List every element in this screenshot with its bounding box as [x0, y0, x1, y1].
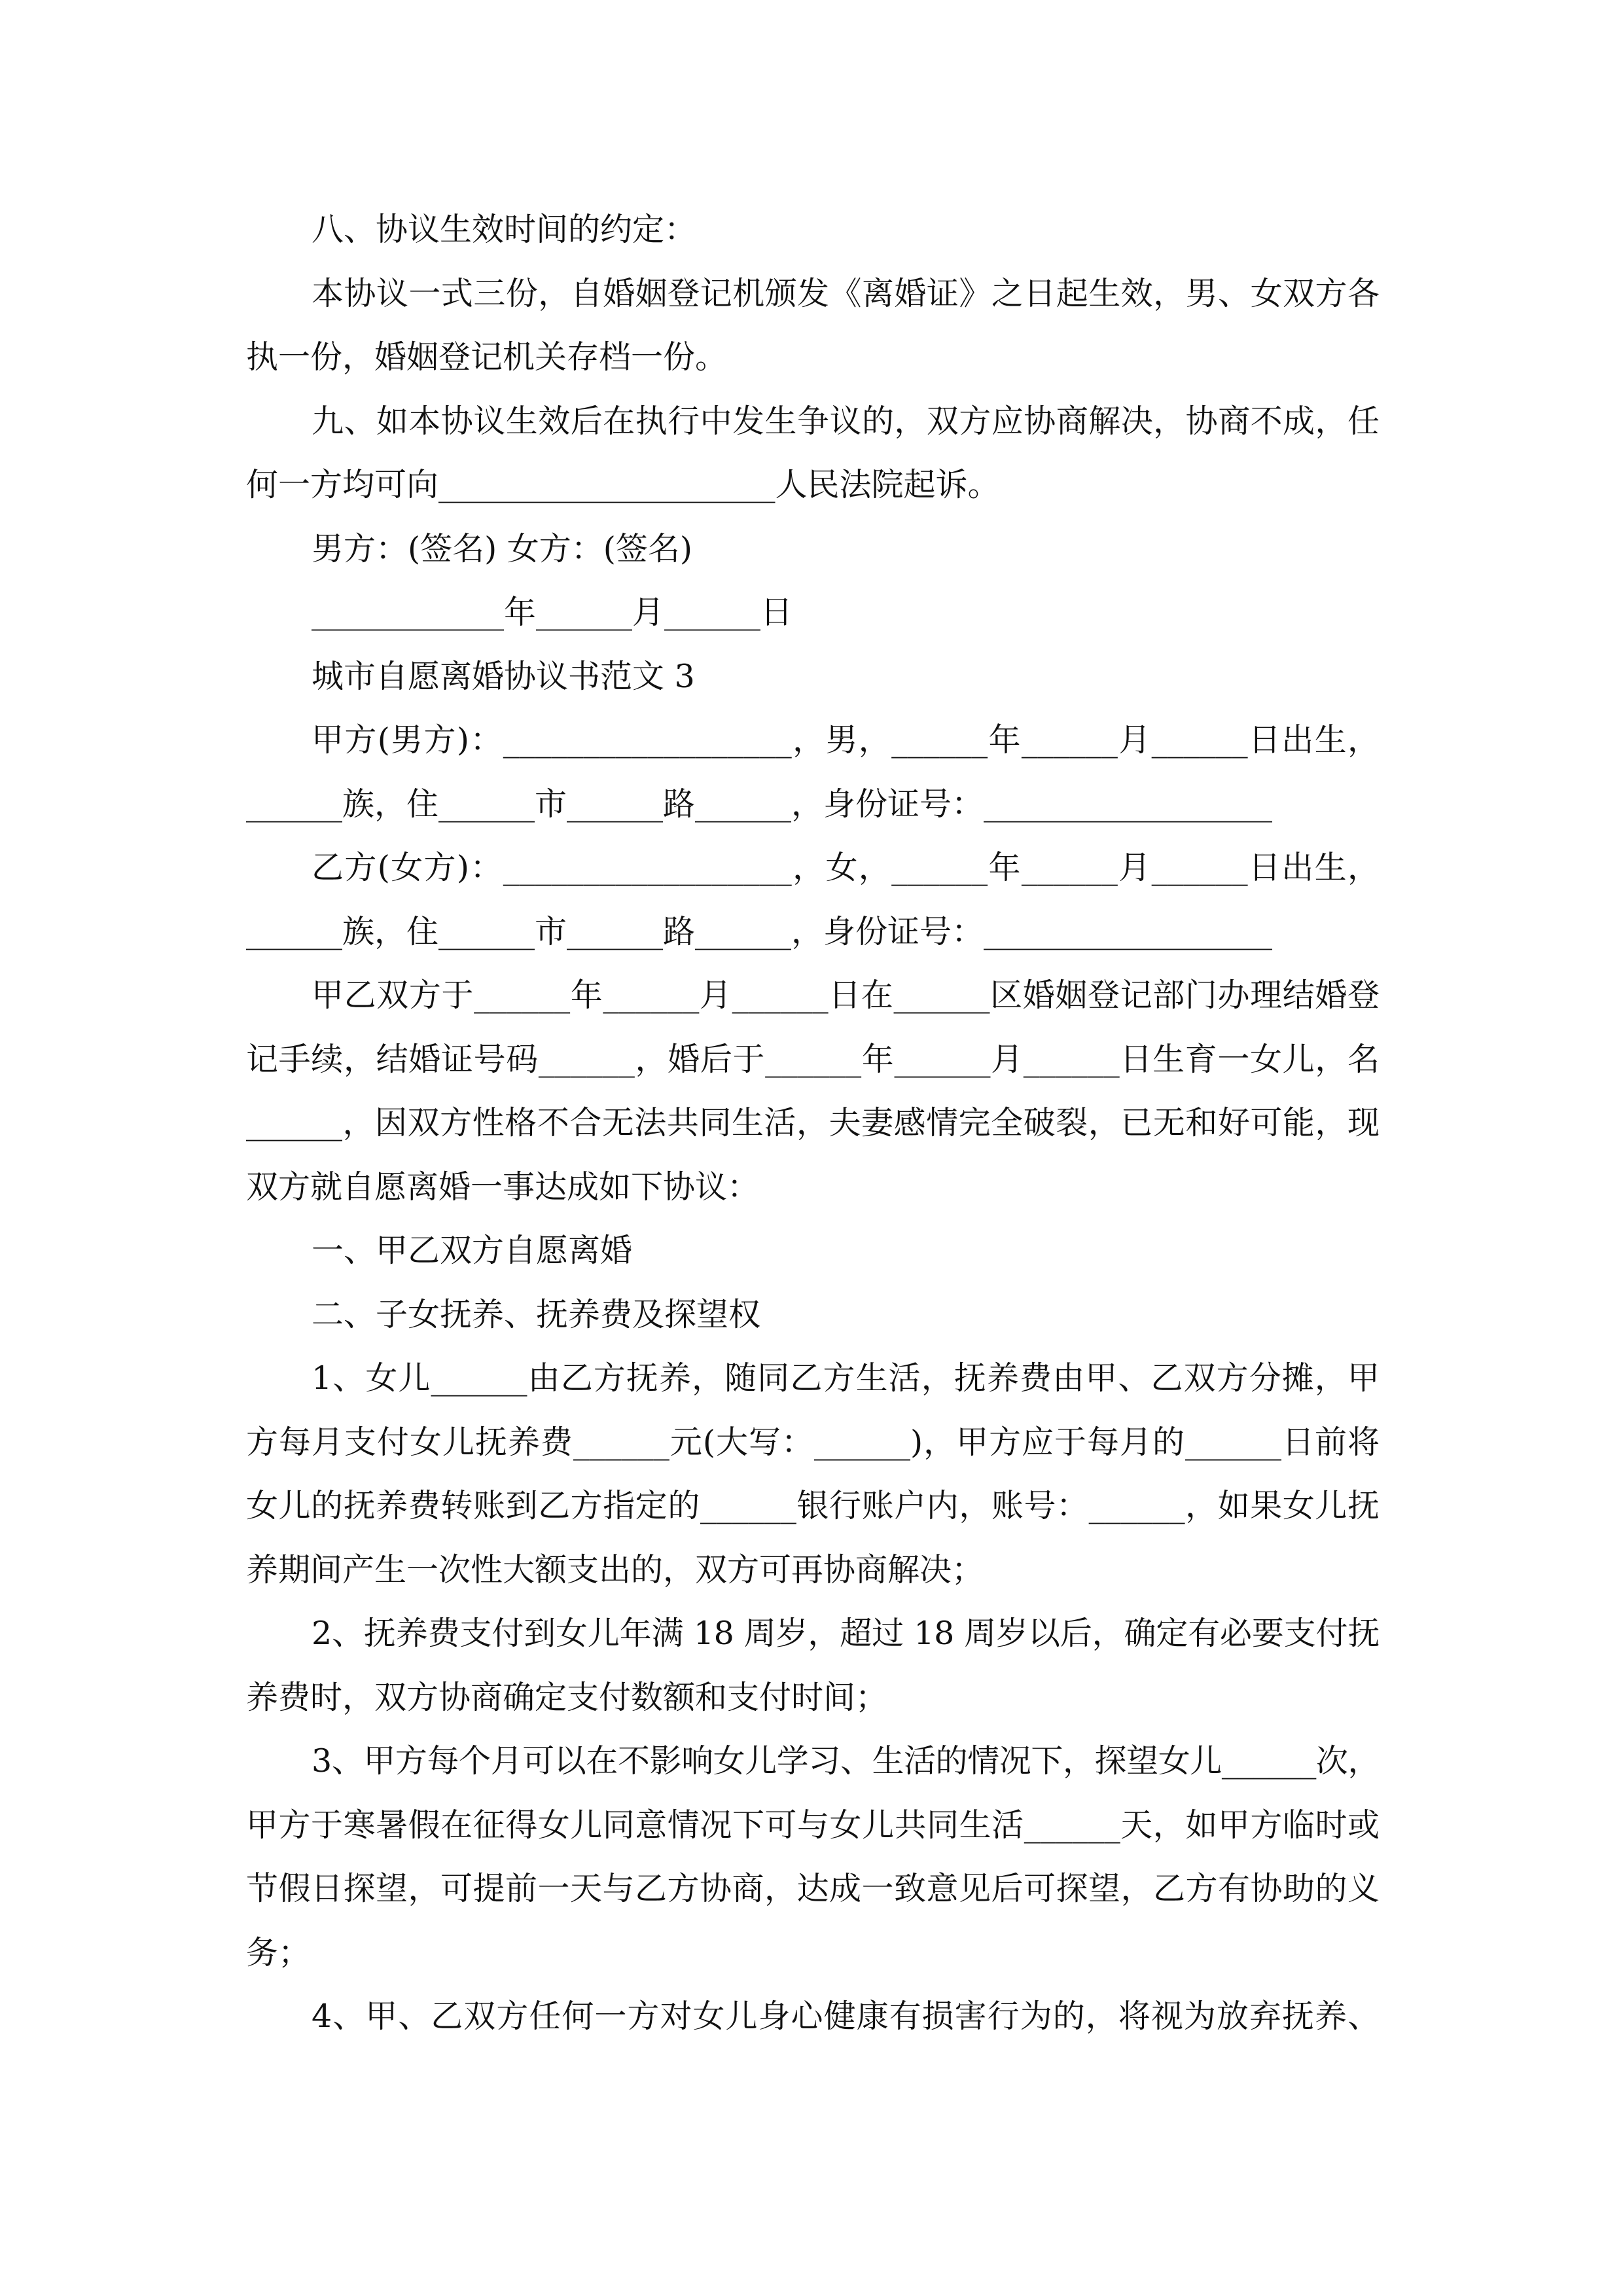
- text-line: 4、甲、乙双方任何一方对女儿身心健康有损害行为的，将视为放弃抚养、: [312, 1998, 1380, 2035]
- text-line: 二、子女抚养、抚养费及探望权: [312, 1295, 761, 1333]
- text-line: 甲方(男方)：__________________，男，______年______月______日出生，: [312, 721, 1380, 759]
- text-line: 双方就自愿离婚一事达成如下协议：: [246, 1168, 760, 1206]
- text-line: 节假日探望，可提前一天与乙方协商，达成一致意见后可探望，乙方有协助的义: [246, 1870, 1380, 1907]
- text-line: 八、协议生效时间的约定：: [312, 211, 697, 248]
- text-line: 执一份，婚姻登记机关存档一份。: [246, 338, 728, 376]
- text-line: 男方：(签名) 女方：(签名): [312, 529, 693, 567]
- text-line: 甲乙双方于______年______月______日在______区婚姻登记部门办理结婚登: [312, 977, 1380, 1014]
- text-line: 本协议一式三份，自婚姻登记机颁发《离婚证》之日起生效，男、女双方各: [312, 274, 1380, 312]
- text-line: 养费时，双方协商确定支付数额和支付时间；: [246, 1678, 888, 1716]
- text-line: 方每月支付女儿抚养费______元(大写：______)，甲方应于每月的______日前将: [246, 1423, 1380, 1461]
- text-line: 3、甲方每个月可以在不影响女儿学习、生活的情况下，探望女儿______次，: [312, 1742, 1380, 1780]
- document-body: [246, 198, 1380, 2049]
- text-line: ______族，住______市______路______，身份证号：__________________: [246, 785, 1273, 823]
- text-line: 城市自愿离婚协议书范文 3: [312, 657, 695, 695]
- text-line: 记手续，结婚证号码______，婚后于______年______月______日生育一女儿，名: [246, 1040, 1380, 1078]
- text-line: 甲方于寒暑假在征得女儿同意情况下可与女儿共同生活______天，如甲方临时或: [246, 1806, 1380, 1844]
- text-line: ____________年______月______日: [312, 594, 793, 631]
- text-line: 养期间产生一次性大额支出的，双方可再协商解决；: [246, 1551, 984, 1588]
- text-line: 务；: [246, 1933, 311, 1971]
- text-line: 何一方均可向_____________________人民法院起诉。: [246, 466, 1000, 503]
- text-line: ______，因双方性格不合无法共同生活，夫妻感情完全破裂，已无和好可能，现: [246, 1104, 1380, 1141]
- text-line: 一、甲乙双方自愿离婚: [312, 1232, 633, 1269]
- text-line: 2、抚养费支付到女儿年满 18 周岁，超过 18 周岁以后，确定有必要支付抚: [312, 1615, 1380, 1652]
- text-line: ______族，住______市______路______，身份证号：__________________: [246, 912, 1273, 950]
- text-line: 乙方(女方)：__________________，女，______年______月______日出生，: [312, 849, 1380, 886]
- text-line: 女儿的抚养费转账到乙方指定的______银行账户内，账号：______，如果女儿抚: [246, 1487, 1380, 1524]
- text-line: 九、如本协议生效后在执行中发生争议的，双方应协商解决，协商不成，任: [312, 402, 1380, 440]
- text-line: 1、女儿______由乙方抚养，随同乙方生活，抚养费由甲、乙双方分摊，甲: [312, 1359, 1380, 1397]
